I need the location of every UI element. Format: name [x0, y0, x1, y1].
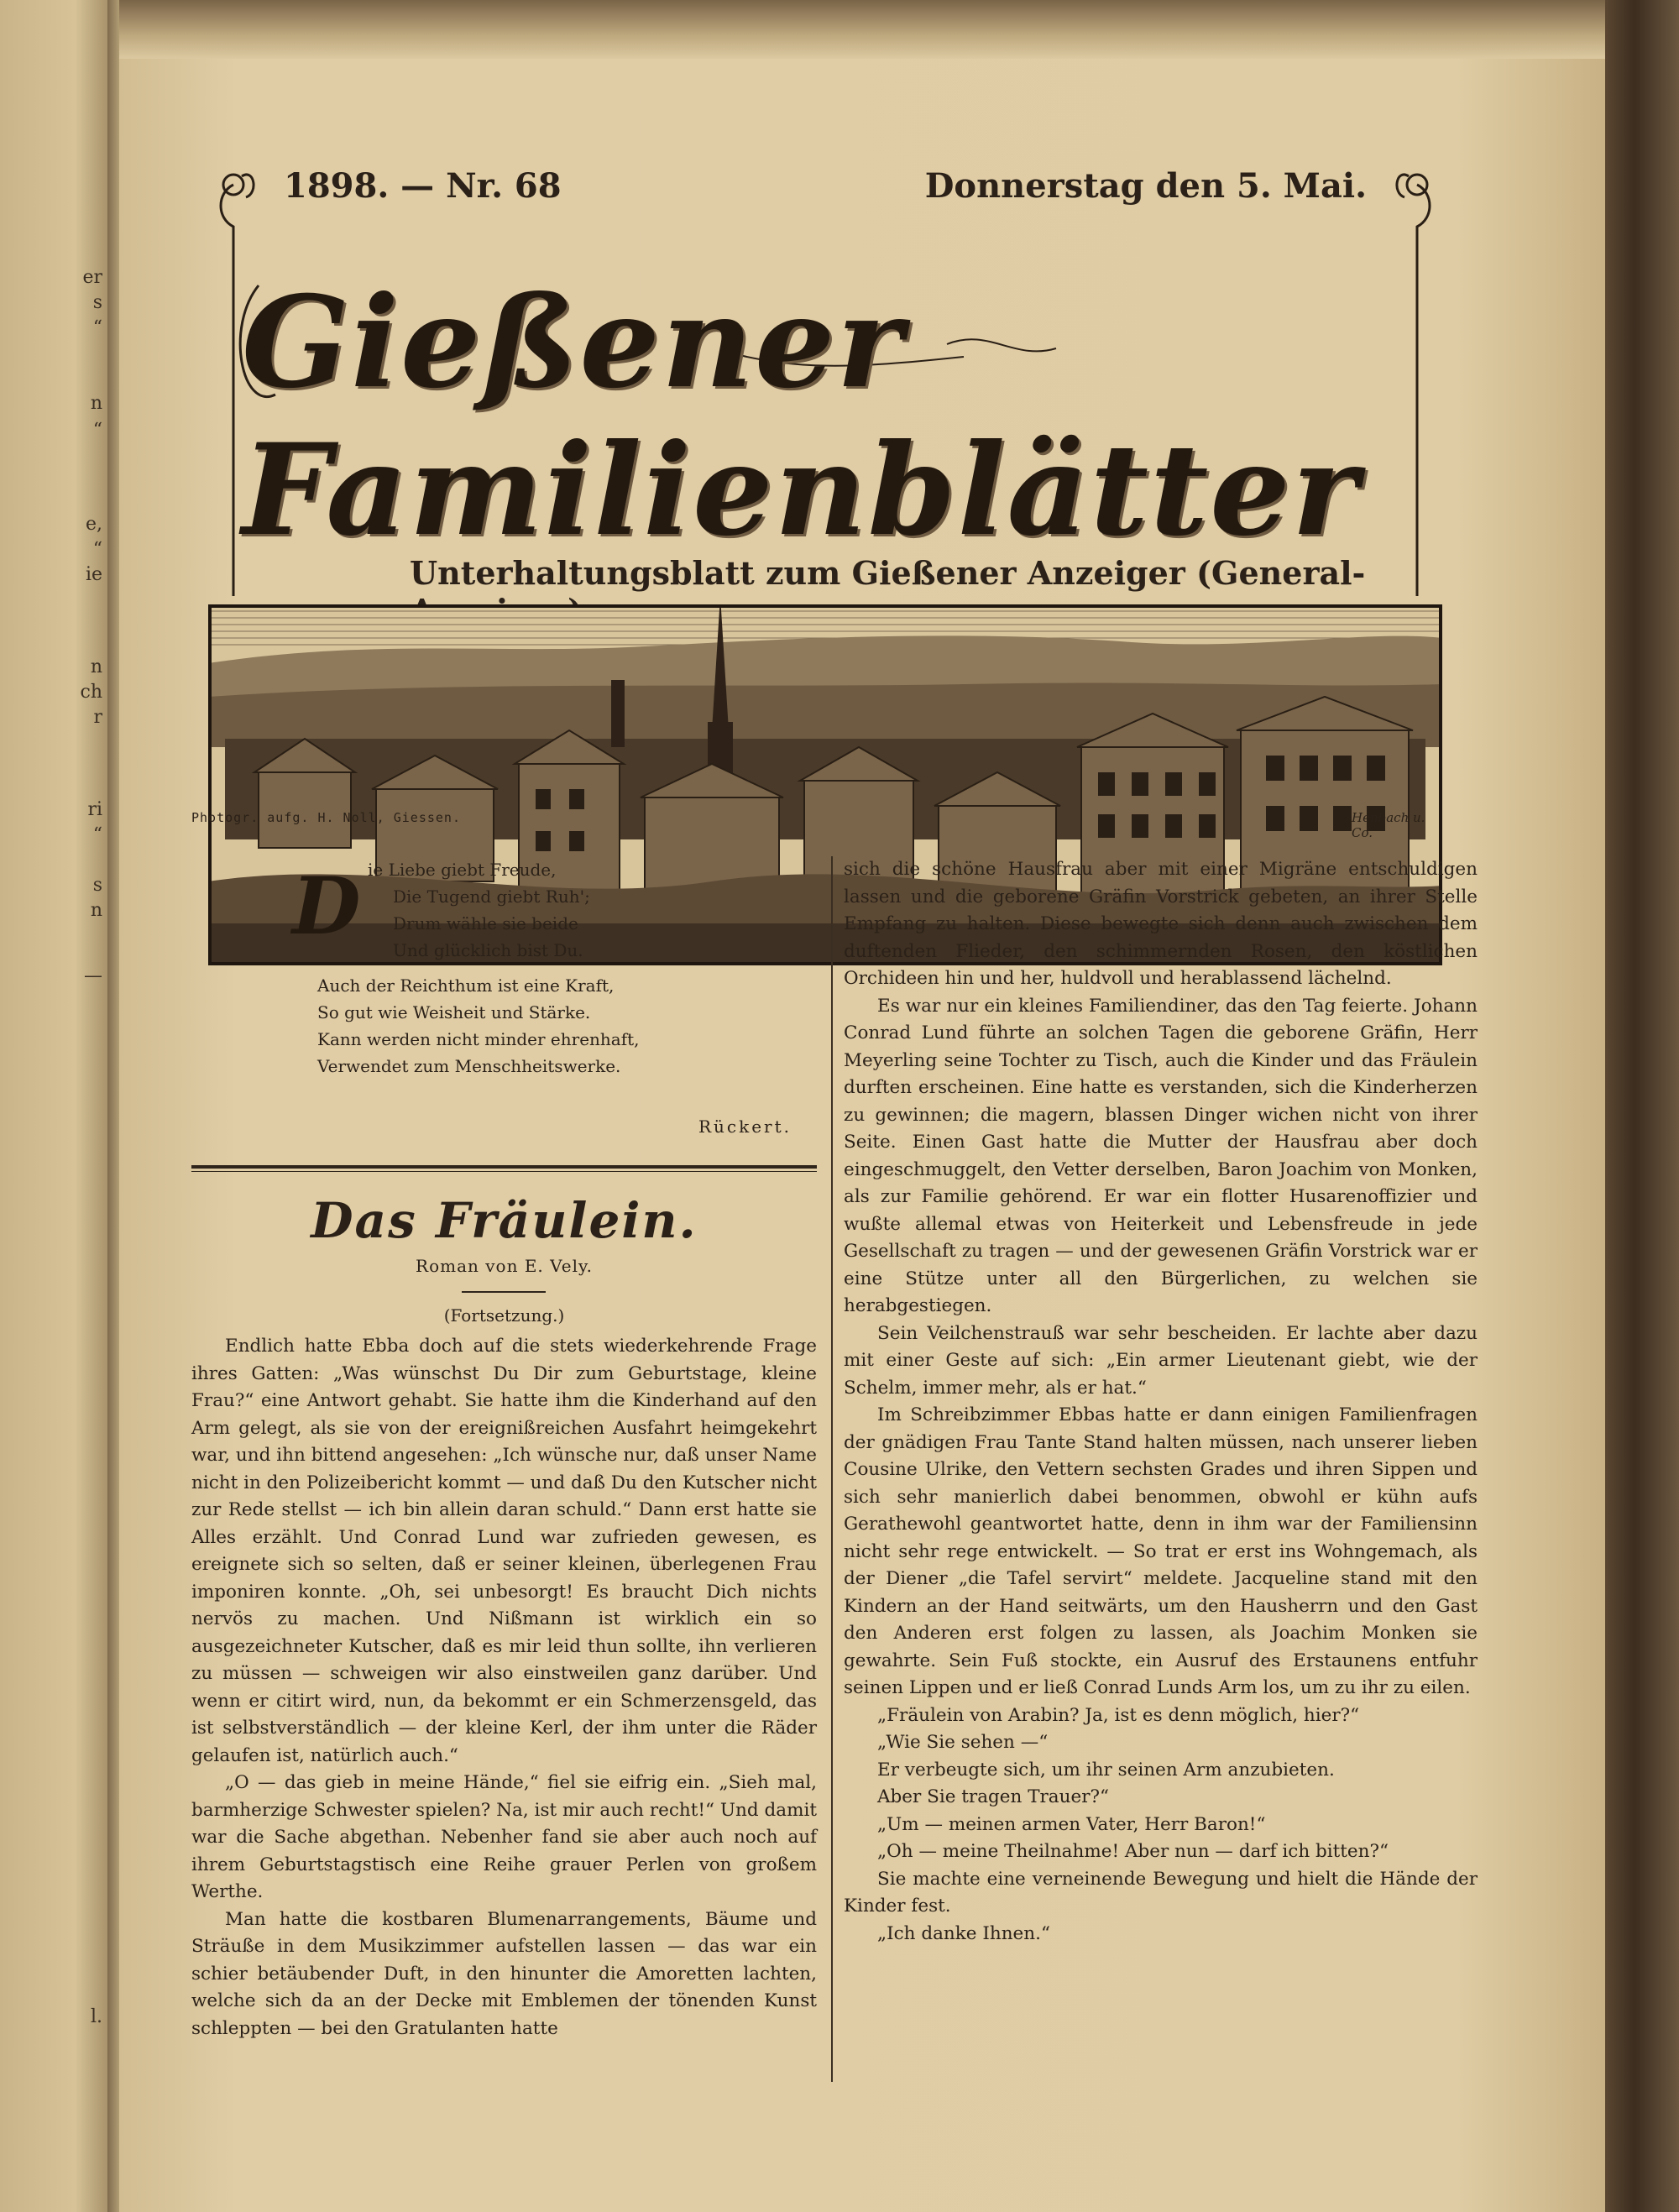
dialogue-line: „Fräulein von Arabin? Ja, ist es denn möglich, hier?“ [877, 1704, 1360, 1726]
paragraph: Er verbeugte sich, um ihr seinen Arm anzubieten. [877, 1759, 1335, 1781]
masthead [191, 159, 1442, 840]
poem-line: Die Tugend giebt Ruh'; [393, 886, 590, 907]
poem-line: Verwendet zum Menschheitswerke. [317, 1056, 621, 1076]
prev-page-fragment: n [90, 393, 102, 414]
paragraph: Endlich hatte Ebba doch auf die stets wiederkehrende Frage ihres Gatten: „Was wünschst Du Dir zum Geburtstage, kleine Frau?“ eine Antwort gehabt. Sie hatte ihm die Kinderhand auf den Arm gelegt, als sie von der ereignißreichen Ausfahrt heimgekehrt war, und ihn bittend angesehen: „Ich wünsche nur, daß unser Name nicht in den Polizeibericht kommt — und daß Du den Kutscher nicht zur Rede stellst — ich bin allein daran schuld.“ Dann erst hatte sie Alles erzählt. Und Conrad Lund war zufrieden gewesen, es ereignete sich so selten, daß er seiner kleinen, überlegenen Frau imponiren konnte. „Oh, sei unbesorgt! Es braucht Dich nichts nervös zu machen. Und Nißmann ist wirklich ein so ausgezeichneter Kutscher, daß es mir leid thun sollte, ihn verlieren zu müssen — schweigen wir also einstweilen ganz darüber. Und wenn er citirt wird, nun, da bekommt er ein Schmerzensgeld, das ist selbstverständlich — der kleine Kerl, der ihm unter die Räder gelaufen ist, natürlich auch.“ [191, 1336, 817, 1766]
masthead-subtitle: Unterhaltungsblatt zum Gießener Anzeiger (General- [410, 554, 1366, 592]
poem-line: Auch der Reichthum ist eine Kraft, [317, 975, 615, 996]
paragraph: „O — das gieb in meine Hände,“ fiel sie eifrig ein. „Sieh mal, barmherzige Schwester spielen? Na, ist mir auch recht!“ Und damit war die Sache abgethan. Nebenher fand sie aber auch noch auf ihrem Geburtstagstisch eine Reihe grauer Perlen von großem Werthe. [191, 1772, 817, 1902]
dialogue-line: „Wie Sie sehen —“ [877, 1732, 1049, 1753]
section-divider-thin [191, 1171, 817, 1172]
engraver-credit: Henbach u. Co. [1352, 810, 1425, 840]
prev-page-fragment: “ [92, 420, 102, 441]
dialogue-line: „Ich danke Ihnen.“ [877, 1922, 1050, 1944]
paragraph: Es war nur ein kleines Familiendiner, das den Tag feierte. Johann Conrad Lund führte an solchen Tagen die geborene Gräfin, Herr Meyerling seine Tochter zu Tisch, auch die Kinder und das Fräulein durften erscheinen. Eine hatte es verstanden, sich die Kinderherzen zu gewinnen; die magern, blassen Dinger wichen nicht von ihrer Seite. Einen Gast hatte die Mutter der Hausfrau aber doch eingeschmuggelt, den Vetter derselben, Baron Joachim von Monken, als zur Familie gehörend. Er war ein flotter Husarenoffizier und wußte allemal etwas von Heiterkeit und Lebensfreude in jede Gesellschaft zu tragen — und der gewesenen Gräfin Vorstrick war er eine Stütze unter all den Bürgerlichen, zu welchen sie herabgestiegen. [844, 995, 1478, 1316]
book-gutter [107, 0, 119, 2212]
prev-page-fragment: r [93, 707, 102, 728]
prev-page-fragment: “ [92, 317, 102, 338]
poem-line: Und glücklich bist Du. [393, 940, 583, 960]
prev-page-fragment: n [90, 656, 102, 677]
poem [292, 856, 796, 1080]
issue-line [284, 159, 1367, 218]
left-column [191, 856, 817, 2166]
poem-line: Kann werden nicht minder ehrenhaft, [317, 1029, 640, 1049]
book-cover-edge [1605, 0, 1679, 2212]
column-divider [831, 856, 833, 2082]
continuation-note: (Fortsetzung.) [443, 1305, 565, 1326]
dialogue-line: „Um — meinen armen Vater, Herr Baron!“ [877, 1813, 1266, 1835]
page-top-edge [119, 0, 1605, 59]
poem-line: ie Liebe giebt Freude, [368, 860, 557, 880]
photo-credit: Photogr. aufg. H. Noll, Giessen. [191, 810, 461, 825]
story-title: Das Fräulein. [311, 1192, 698, 1249]
prev-page-fragment: er [82, 267, 102, 288]
prev-page-fragment: s [92, 292, 102, 313]
prev-page-fragment: — [84, 965, 102, 986]
paragraph: Sein Veilchenstrauß war sehr bescheiden. Er lachte aber dazu mit einer Geste auf sich: „Ein armer Lieutenant giebt, wie der Schelm, immer mehr, als er hat.“ [844, 1322, 1478, 1399]
paragraph: Man hatte die kostbaren Blumenarrangements, Bäume und Sträuße in dem Musikzimmer aufstellen lassen — das war ein schier betäubender Duft, in den hinunter die Amoretten lachten, welche sich da an der Decke mit Emblemen der tönenden Kunst schleppten — bei den Gratulanten hatte [191, 1908, 817, 2039]
paragraph: Sie machte eine verneinende Bewegung und hielt die Hände der Kinder fest. [844, 1868, 1478, 1917]
story-body-left [191, 1333, 817, 2042]
prev-page-fragment: ri [87, 799, 102, 820]
issue-number: 1898. — Nr. 68 [284, 166, 562, 206]
prev-page-fragment: n [90, 900, 102, 921]
poem-author: Rückert. [698, 1116, 792, 1137]
prev-page-fragment: s [92, 875, 102, 896]
prev-page-fragment: e, [85, 514, 102, 535]
prev-page-fragment: “ [92, 824, 102, 845]
prev-page-fragment: ch [80, 682, 102, 703]
right-column [844, 856, 1478, 2166]
section-divider [191, 1165, 817, 1169]
prev-page-fragment: “ [92, 539, 102, 560]
previous-page-edge [0, 0, 107, 2212]
story-byline: Roman von E. Vely. [416, 1256, 593, 1276]
dialogue-line: Aber Sie tragen Trauer?“ [877, 1786, 1109, 1807]
poem-dropcap: D [292, 860, 361, 953]
paragraph: sich die schöne Hausfrau aber mit einer Migräne entschuldigen lassen und die geborene Gräfin Vorstrick gebeten, an ihrer Stelle Empfang zu halten. Diese bewegte sich denn auch zwischen dem duftenden Flieder, den schimmernden Rosen, den köstlichen Orchideen hin und her, huldvoll und herablassend lächelnd. [844, 859, 1478, 989]
paragraph: Im Schreibzimmer Ebbas hatte er dann einigen Familienfragen der gnädigen Frau Tante Stand halten müssen, nach unserer lieben Cousine Ulrike, den Vettern sechsten Grades und ihren Sippen und sich sehr manierlich dabei benommen, obwohl er kühn aufs Gerathewohl geantwortet hatte, denn in ihm war der Familiensinn nicht sehr rege entwickelt. — So trat er erst ins Wohngemach, als der Diener „die Tafel servirt“ meldete. Jacqueline stand mit den Kindern an der Hand seitwärts, um den Hausherrn und den Gast den Anderen erst folgen zu lassen, als Joachim Monken sie gewahrte. Sein Fuß stockte, ein Ausruf des Erstaunens entfuhr seinen Lippen und er ließ Conrad Lunds Arm los, um zu ihr zu eilen. [844, 1404, 1478, 1698]
masthead-title: Gießener Familienblätter [242, 269, 1360, 564]
prev-page-fragment: ie [85, 564, 102, 585]
issue-date: Donnerstag den 5. Mai. [924, 166, 1367, 206]
poem-line: So gut wie Weisheit und Stärke. [317, 1002, 591, 1022]
poem-line: Drum wähle sie beide [393, 913, 578, 933]
prev-page-fragment: l. [90, 2006, 102, 2027]
title-separator [462, 1291, 546, 1293]
dialogue-line: „Oh — meine Theilnahme! Aber nun — darf ich bitten?“ [877, 1841, 1389, 1862]
